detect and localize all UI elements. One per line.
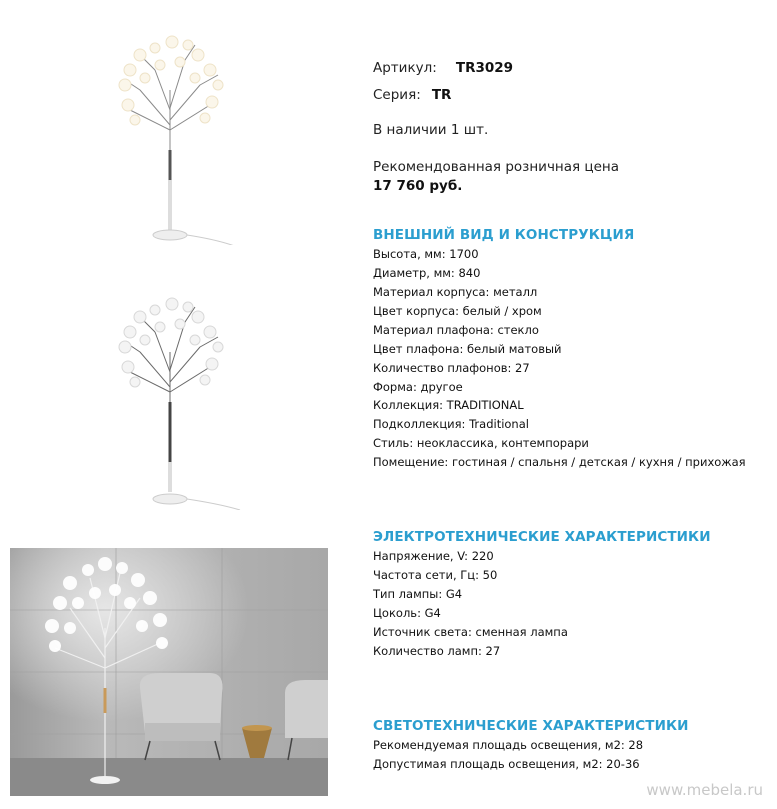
spec-item: Подколлекция: Traditional [373,417,529,431]
watermark: www.mebela.ru [646,781,763,799]
spec-item: Источник света: сменная лампа [373,625,568,639]
spec-item: Частота сети, Гц: 50 [373,568,498,582]
spec-item: Стиль: неоклассика, контемпорари [373,436,589,450]
series-row [373,84,451,103]
spec-item: Коллекция: TRADITIONAL [373,398,524,412]
spec-item: Тип лампы: G4 [373,587,463,601]
product-image-lit [100,30,250,245]
spec-item: Количество ламп: 27 [373,644,501,658]
product-image-off [100,292,250,510]
spec-item: Форма: другое [373,380,463,394]
spec-item: Высота, мм: 1700 [373,247,479,261]
spec-item: Материал плафона: стекло [373,323,539,337]
section-title-lighting: СВЕТОТЕХНИЧЕСКИЕ ХАРАКТЕРИСТИКИ [373,718,689,734]
spec-item: Цоколь: G4 [373,606,441,620]
spec-item: Допустимая площадь освещения, м2: 20-36 [373,757,640,771]
article-label: Артикул: [373,60,437,76]
spec-item: Рекомендуемая площадь освещения, м2: 28 [373,738,644,752]
spec-item: Диаметр, мм: 840 [373,266,481,280]
spec-item: Материал корпуса: металл [373,285,538,299]
article-value: TR3029 [455,60,514,76]
section-title-appearance: ВНЕШНИЙ ВИД И КОНСТРУКЦИЯ [373,227,635,243]
spec-item: Цвет корпуса: белый / хром [373,304,542,318]
stock-status: В наличии 1 шт. [373,122,489,138]
spec-item: Количество плафонов: 27 [373,361,530,375]
series-value: TR [431,87,452,103]
product-image-interior [10,548,328,796]
spec-item: Цвет плафона: белый матовый [373,342,562,356]
price-label: Рекомендованная розничная цена [373,159,620,175]
series-label: Серия: [373,87,421,103]
spec-item: Напряжение, V: 220 [373,549,494,563]
section-title-electrical: ЭЛЕКТРОТЕХНИЧЕСКИЕ ХАРАКТЕРИСТИКИ [373,529,711,545]
spec-item: Помещение: гостиная / спальня / детская / кухня / прихожая [373,455,746,469]
article-row [373,57,513,76]
price-value: 17 760 руб. [373,178,463,194]
